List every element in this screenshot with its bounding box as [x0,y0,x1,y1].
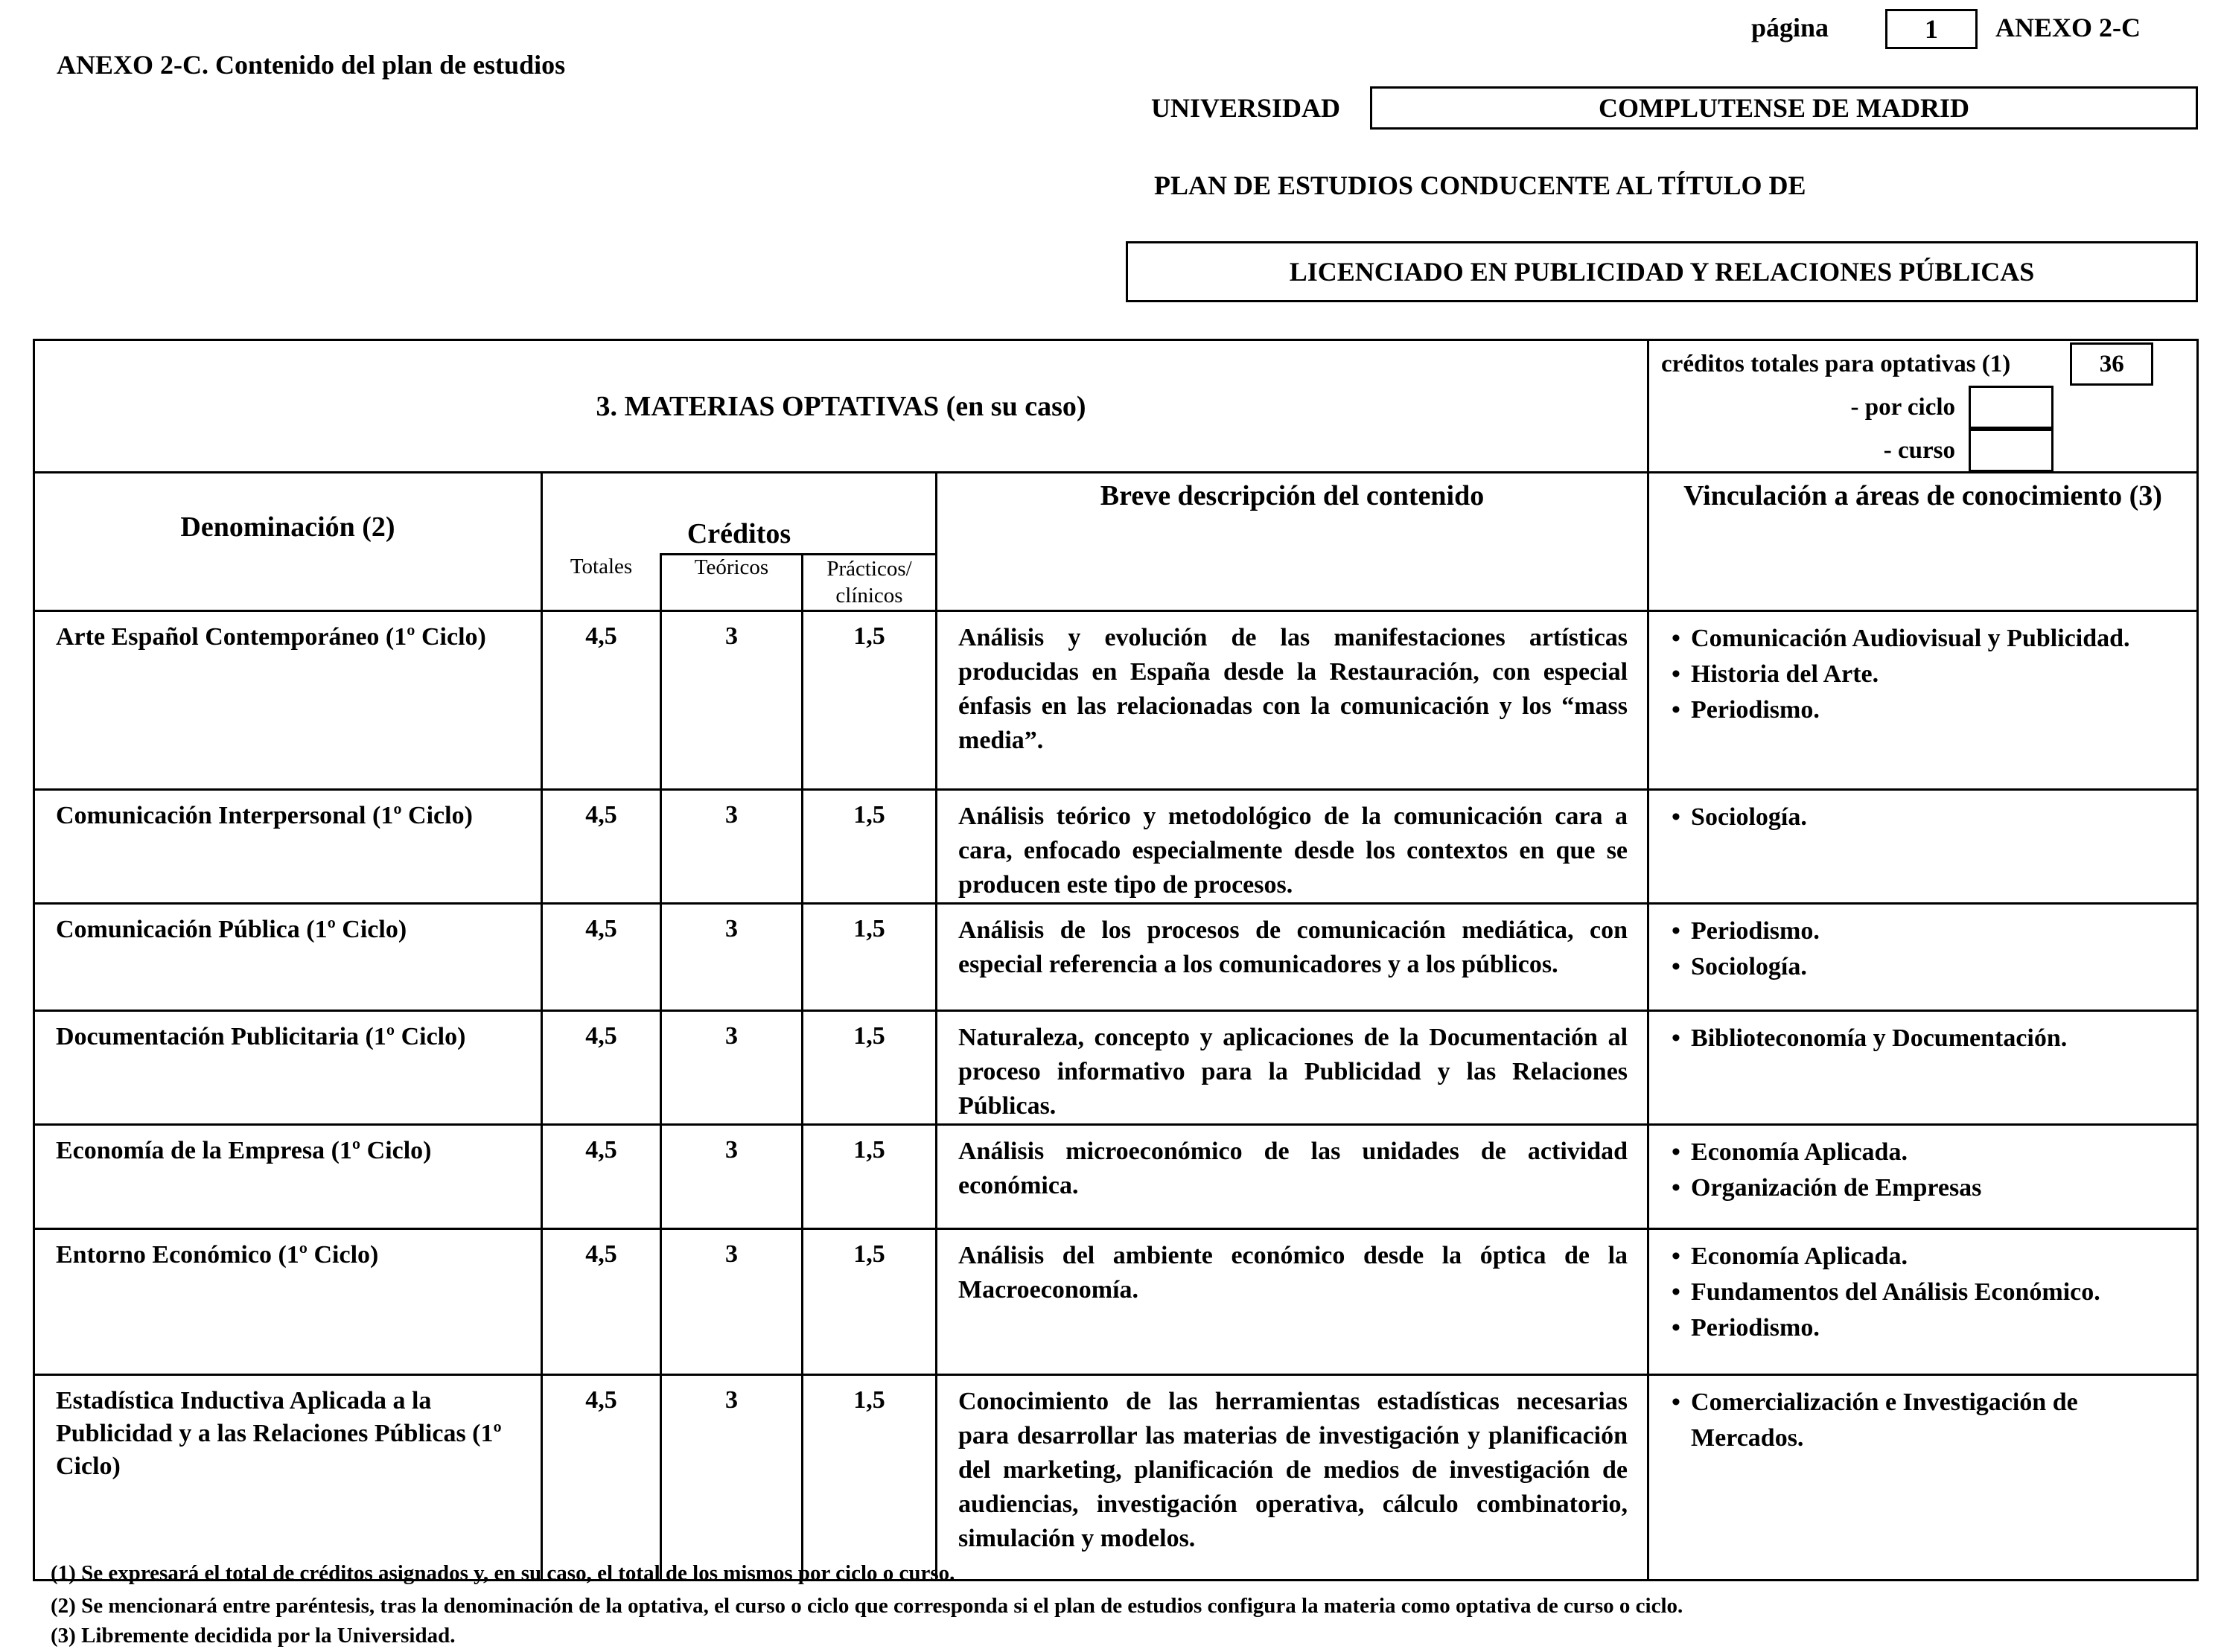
credits-practical: 1,5 [803,904,937,1011]
credits-total: 4,5 [542,1125,661,1229]
page-label: página [1751,13,1829,42]
knowledge-areas [1648,1125,2198,1229]
plan-label: PLAN DE ESTUDIOS CONDUCENTE AL TÍTULO DE [1154,170,1806,200]
knowledge-areas [1648,1375,2198,1581]
page-number-box [1885,9,1978,49]
credits-total: 4,5 [542,790,661,904]
area-item: • Economía Aplicada. [1672,1135,2182,1170]
university-name: COMPLUTENSE DE MADRID [1598,93,1970,123]
subject-name: Arte Español Contemporáneo (1º Ciclo) [34,611,542,790]
credits-practical: 1,5 [803,1375,937,1581]
credits-practical: 1,5 [803,611,937,790]
area-item: • Economía Aplicada. [1672,1239,2182,1275]
subject-name: Comunicación Pública (1º Ciclo) [34,904,542,1011]
knowledge-areas [1648,904,2198,1011]
total-credits-value: 36 [2070,342,2153,386]
subject-description: Análisis y evolución de las manifestaciones artísticas producidas en España desde la Restauración, con especial énfasis en las relacionadas con la comunicación y los “mass media”. [937,611,1648,790]
document-title: ANEXO 2-C. Contenido del plan de estudios [57,50,566,80]
knowledge-areas [1648,1011,2198,1125]
area-item: • Periodismo. [1672,913,2182,949]
university-label: UNIVERSIDAD [1151,93,1341,123]
per-course-label: - curso [1883,436,1956,464]
table-row [34,1125,2198,1229]
area-item: • Comunicación Audiovisual y Publicidad. [1672,621,2182,657]
subject-name: Documentación Publicitaria (1º Ciclo) [34,1011,542,1125]
credits-theory: 3 [661,904,803,1011]
col-name-header: Denominación (2) [34,473,542,611]
credits-theory: 3 [661,1011,803,1125]
col-areas-header: Vinculación a áreas de conocimiento (3) [1648,473,2198,611]
subject-description: Análisis de los procesos de comunicación mediática, con especial referencia a los comunicadores y a los públicos. [937,904,1648,1011]
credits-total: 4,5 [542,1229,661,1375]
col-description-header: Breve descripción del contenido [937,473,1648,611]
credits-total: 4,5 [542,1375,661,1581]
credits-practical: 1,5 [803,790,937,904]
subject-name: Estadística Inductiva Aplicada a la Publicidad y a las Relaciones Públicas (1º Ciclo) [34,1375,542,1581]
col-totals-header: Totales [542,555,661,611]
area-item: • Fundamentos del Análisis Económico. [1672,1275,2182,1310]
per-course-line [1884,429,2053,472]
annex-label: ANEXO 2-C [1995,13,2141,42]
footnote-1: (1) Se expresará el total de créditos asignados y, en su caso, el total de los mismos por ciclo o curso. [51,1561,955,1585]
subject-description: Naturaleza, concepto y aplicaciones de la Documentación al proceso informativo para la Publicidad y las Relaciones Públicas. [937,1011,1648,1125]
subject-name: Economía de la Empresa (1º Ciclo) [34,1125,542,1229]
credits-practical: 1,5 [803,1229,937,1375]
degree-box [1126,241,2198,302]
knowledge-areas [1648,790,2198,904]
knowledge-areas [1648,611,2198,790]
per-cycle-line [1851,386,2054,429]
per-cycle-box [1969,386,2053,429]
area-item: • Sociología. [1672,949,2182,985]
credits-theory: 3 [661,790,803,904]
area-item: • Periodismo. [1672,692,2182,728]
degree-title: LICENCIADO EN PUBLICIDAD Y RELACIONES PÚBLICAS [1289,257,2035,287]
section-title: 3. MATERIAS OPTATIVAS (en su caso) [34,340,1648,473]
col-credits-header: Créditos [542,473,937,555]
subject-description: Análisis microeconómico de las unidades de actividad económica. [937,1125,1648,1229]
subject-description: Análisis teórico y metodológico de la comunicación cara a cara, enfocado especialmente desde los contextos en que se producen este tipo de procesos. [937,790,1648,904]
subject-description: Conocimiento de las herramientas estadísticas necesarias para desarrollar las materias de investigación y planificación del marketing, planificación de medios de investigación de audiencias, investigación operativa, cálculo combinatorio, simulación y modelos. [937,1375,1648,1581]
area-item: • Organización de Empresas [1672,1170,2182,1206]
column-header-row [34,473,2198,555]
credits-theory: 3 [661,1375,803,1581]
table-row [34,790,2198,904]
table-row [34,904,2198,1011]
credits-theory: 3 [661,611,803,790]
credits-practical: 1,5 [803,1125,937,1229]
subject-name: Comunicación Interpersonal (1º Ciclo) [34,790,542,904]
credits-total: 4,5 [542,904,661,1011]
optional-subjects-table [33,339,2199,1581]
footnote-3: (3) Libremente decidida por la Universidad. [51,1624,456,1648]
area-item: • Sociología. [1672,800,2182,835]
col-theory-header: Teóricos [661,555,803,611]
credits-total: 4,5 [542,611,661,790]
knowledge-areas [1648,1229,2198,1375]
credits-theory: 3 [661,1125,803,1229]
university-box [1370,86,2198,130]
footnote-2: (2) Se mencionará entre paréntesis, tras la denominación de la optativa, el curso o ciclo que corresponda si el plan de estudios configura la materia como optativa de curso o ciclo. [51,1594,1683,1618]
per-cycle-label: - por ciclo [1850,393,1956,421]
table-row [34,1011,2198,1125]
area-item: • Historia del Arte. [1672,657,2182,692]
per-course-box [1969,429,2053,472]
credits-practical: 1,5 [803,1011,937,1125]
subject-name: Entorno Económico (1º Ciclo) [34,1229,542,1375]
area-item: • Comercialización e Investigación de Mercados. [1672,1385,2182,1456]
area-item: • Periodismo. [1672,1310,2182,1346]
total-credits-line [1661,342,2153,386]
area-item: • Biblioteconomía y Documentación. [1672,1021,2182,1056]
section-header-row [34,340,2198,473]
credits-theory: 3 [661,1229,803,1375]
subject-description: Análisis del ambiente económico desde la óptica de la Macroeconomía. [937,1229,1648,1375]
table-row [34,611,2198,790]
credits-total: 4,5 [542,1011,661,1125]
col-practical-header: Prácticos/ clínicos [803,555,937,611]
optative-credits-cell [1648,340,2198,473]
page-number: 1 [1925,14,1938,44]
total-credits-label: créditos totales para optativas (1) [1661,350,2011,377]
table-row [34,1229,2198,1375]
table-row [34,1375,2198,1581]
